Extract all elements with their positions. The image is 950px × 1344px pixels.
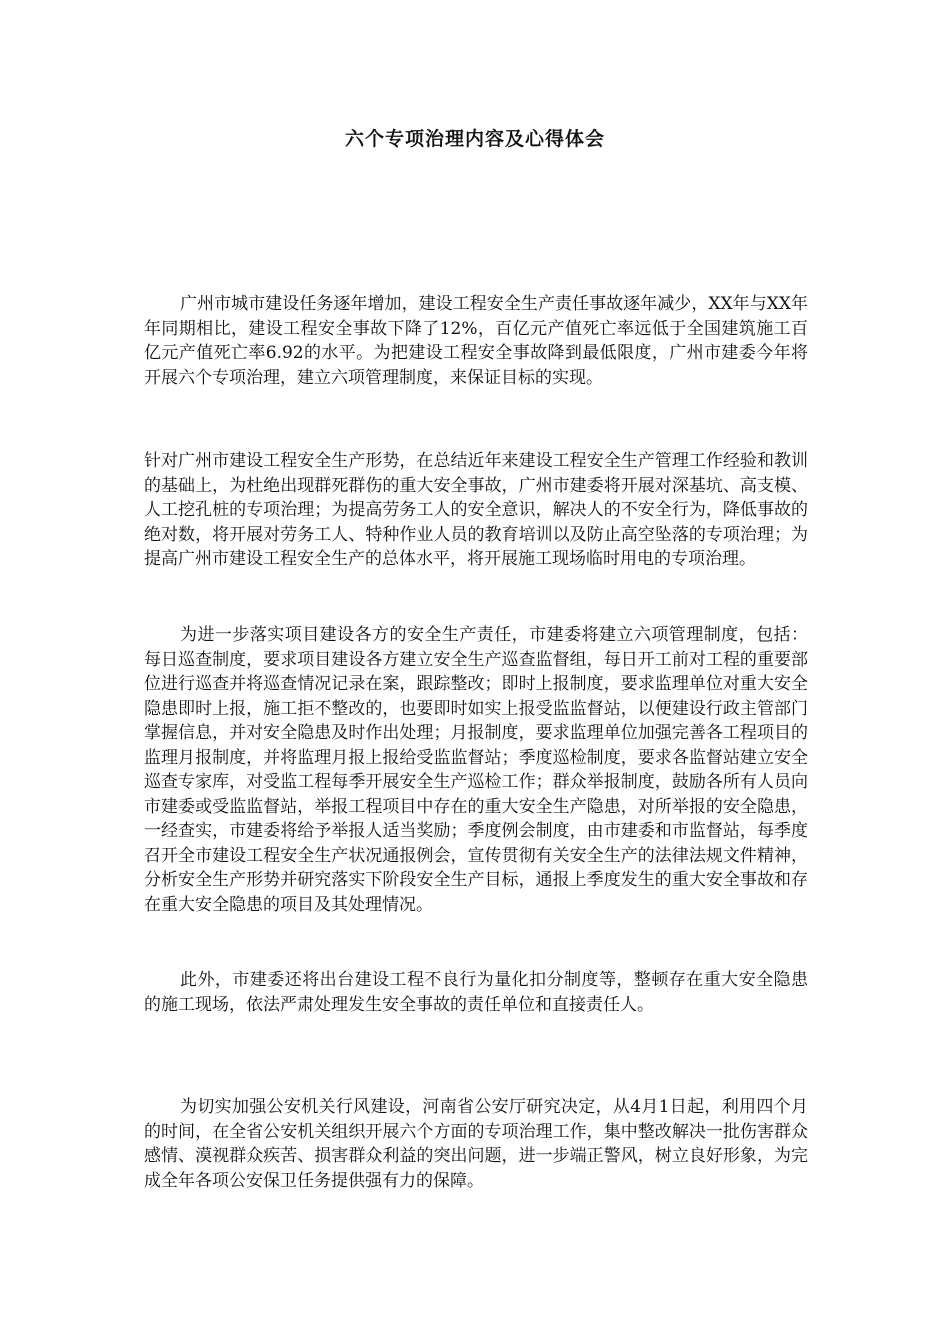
paragraph-additional-measures: 此外，市建委还将出台建设工程不良行为量化扣分制度等，整顿存在重大安全隐患的施工现场，依法严肃处理发生安全事故的责任单位和直接责任人。 xyxy=(144,970,808,1015)
paragraph-intro: 广州市城市建设任务逐年增加，建设工程安全生产责任事故逐年减少，XX年与XX年年同期相比，建设工程安全事故下降了12%，百亿元产值死亡率远低于全国建筑施工百亿元产值死亡率6.92的水平。为把建设工程安全事故降到最低限度，广州市建委今年将开展六个专项治理，建立六项管理制度，来保证目标的实现。 xyxy=(144,294,808,388)
paragraph-henan-police: 为切实加强公安机关行风建设，河南省公安厅研究决定，从4月1日起，利用四个月的时间，在全省公安机关组织开展六个方面的专项治理工作，集中整改解决一批伤害群众感情、漠视群众疾苦、损害群众利益的突出问题，进一步端正警风，树立良好形象，为完成全年各项公安保卫任务提供强有力的保障。 xyxy=(144,1097,808,1191)
paragraph-special-governance: 针对广州市建设工程安全生产形势，在总结近年来建设工程安全生产管理工作经验和教训的基础上，为杜绝出现群死群伤的重大安全事故，广州市建委将开展对深基坑、高支模、人工挖孔桩的专项治理；为提高劳务工人的安全意识，解决人的不安全行为，降低事故的绝对数，将开展对劳务工人、特种作业人员的教育培训以及防止高空坠落的专项治理；为提高广州市建设工程安全生产的总体水平，将开展施工现场临时用电的专项治理。 xyxy=(144,451,808,569)
document-title: 六个专项治理内容及心得体会 xyxy=(344,128,605,150)
paragraph-management-systems: 为进一步落实项目建设各方的安全生产责任，市建委将建立六项管理制度，包括：每日巡查制度，要求项目建设各方建立安全生产巡查监督组，每日开工前对工程的重要部位进行巡查并将巡查情况记录在案，跟踪整改；即时上报制度，要求监理单位对重大安全隐患即时上报，施工拒不整改的，也要即时如实上报受监监督站，以便建设行政主管部门掌握信息，并对安全隐患及时作出处理；月报制度，要求监理单位加强完善各工程项目的监理月报制度，并将监理月报上报给受监监督站；季度巡检制度，要求各监督站建立安全巡查专家库，对受监工程每季开展安全生产巡检工作；群众举报制度，鼓励各所有人员向市建委或受监监督站，举报工程项目中存在的重大安全生产隐患，对所举报的安全隐患，一经查实，市建委将给予举报人适当奖励；季度例会制度，由市建委和市监督站，每季度召开全市建设工程安全生产状况通报例会，宣传贯彻有关安全生产的法律法规文件精神，分析安全生产形势并研究落实下阶段安全生产目标，通报上季度发生的重大安全事故和存在重大安全隐患的项目及其处理情况。 xyxy=(144,625,808,915)
